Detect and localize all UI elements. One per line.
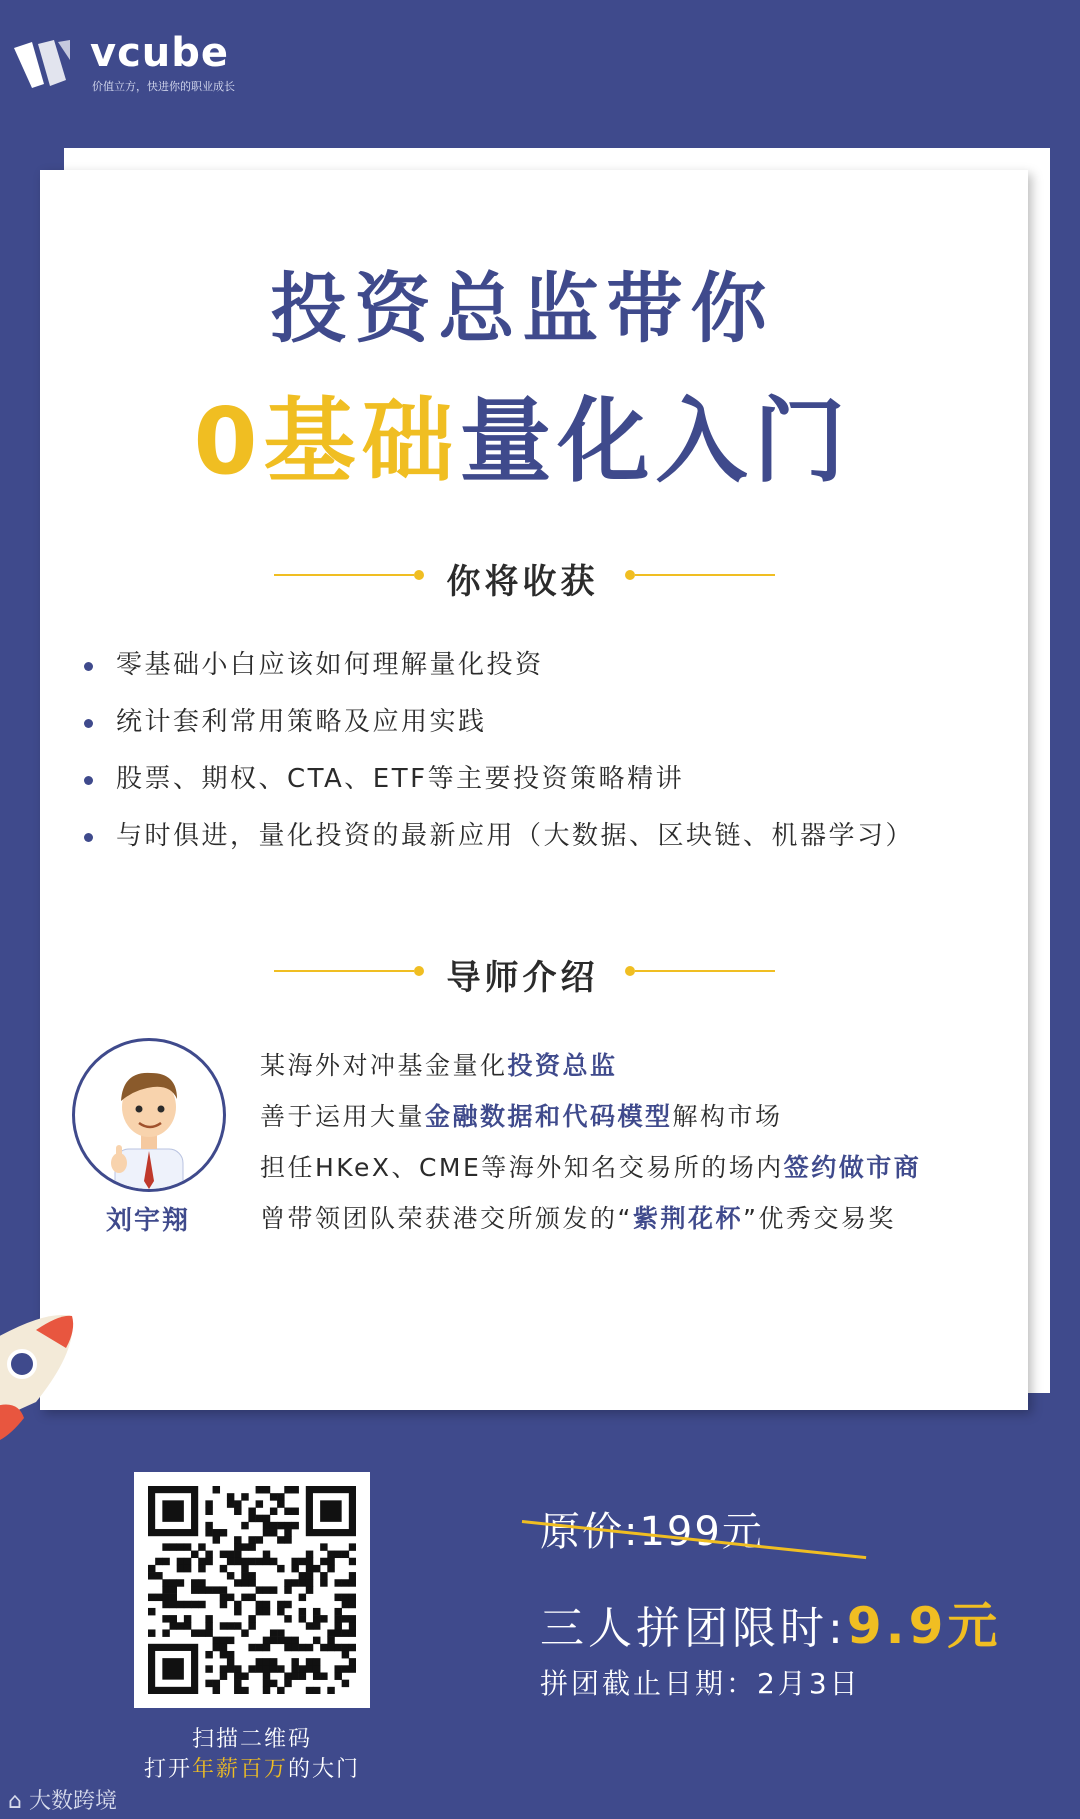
section-title-gains: 你将收获 [446,562,599,602]
mentor-bio [260,1040,921,1244]
brand-logo [14,30,254,94]
divider-line [635,574,775,576]
section-header-gains [270,550,775,600]
mentor-cartoon-icon [75,1041,223,1189]
mentor-avatar [72,1038,226,1192]
headline-line-1: 投资总监带你 [270,264,775,353]
bio-line: 某海外对冲基金量化投资总监 [260,1051,618,1080]
section-title-mentor: 导师介绍 [446,958,599,998]
bio-line: 担任HKeX、CME等海外知名交易所的场内签约做市商 [260,1153,922,1182]
gains-list [78,640,914,868]
original-price: 原价:199元 [540,1509,764,1555]
brand-name: vcube [90,30,230,76]
bio-line: 善于运用大量金融数据和代码模型解构市场 [260,1102,783,1131]
group-price: 9.9元 [846,1597,1002,1655]
mentor-name: 刘宇翔 [105,1206,190,1236]
watermark: ⌂ 大数跨境 [8,1789,117,1814]
divider-dot [625,966,635,976]
rocket-icon [0,1310,80,1450]
list-item: 与时俱进，量化投资的最新应用（大数据、区块链、机器学习） [78,811,914,868]
qr-caption-line-1: 扫描二维码 [191,1727,312,1752]
qr-code[interactable] [134,1472,370,1708]
divider-dot [625,570,635,580]
list-item: 统计套利常用策略及应用实践 [78,697,914,754]
section-header-mentor [270,946,775,996]
headline-highlight: 0基础 [193,388,460,495]
watermark-logo-icon: ⌂ [8,1789,22,1814]
list-item: 股票、期权、CTA、ETF等主要投资策略精讲 [78,754,914,811]
group-label: 三人拼团限时: [540,1603,847,1654]
vcube-logo-icon [14,40,70,90]
bio-line: 曾带领团队荣获港交所颁发的“紫荆花杯”优秀交易奖 [260,1204,896,1233]
headline-line-2 [0,368,1045,500]
headline-rest: 量化入门 [459,388,852,495]
brand-tagline: 价值立方，快进你的职业成长 [92,80,235,93]
list-item: 零基础小白应该如何理解量化投资 [78,640,914,697]
group-deadline: 拼团截止日期：2月3日 [540,1667,861,1700]
group-deal [540,1586,1001,1658]
qr-caption-line-2: 打开年薪百万的大门 [143,1757,361,1782]
qr-code-icon [148,1486,356,1694]
divider-line [635,970,775,972]
